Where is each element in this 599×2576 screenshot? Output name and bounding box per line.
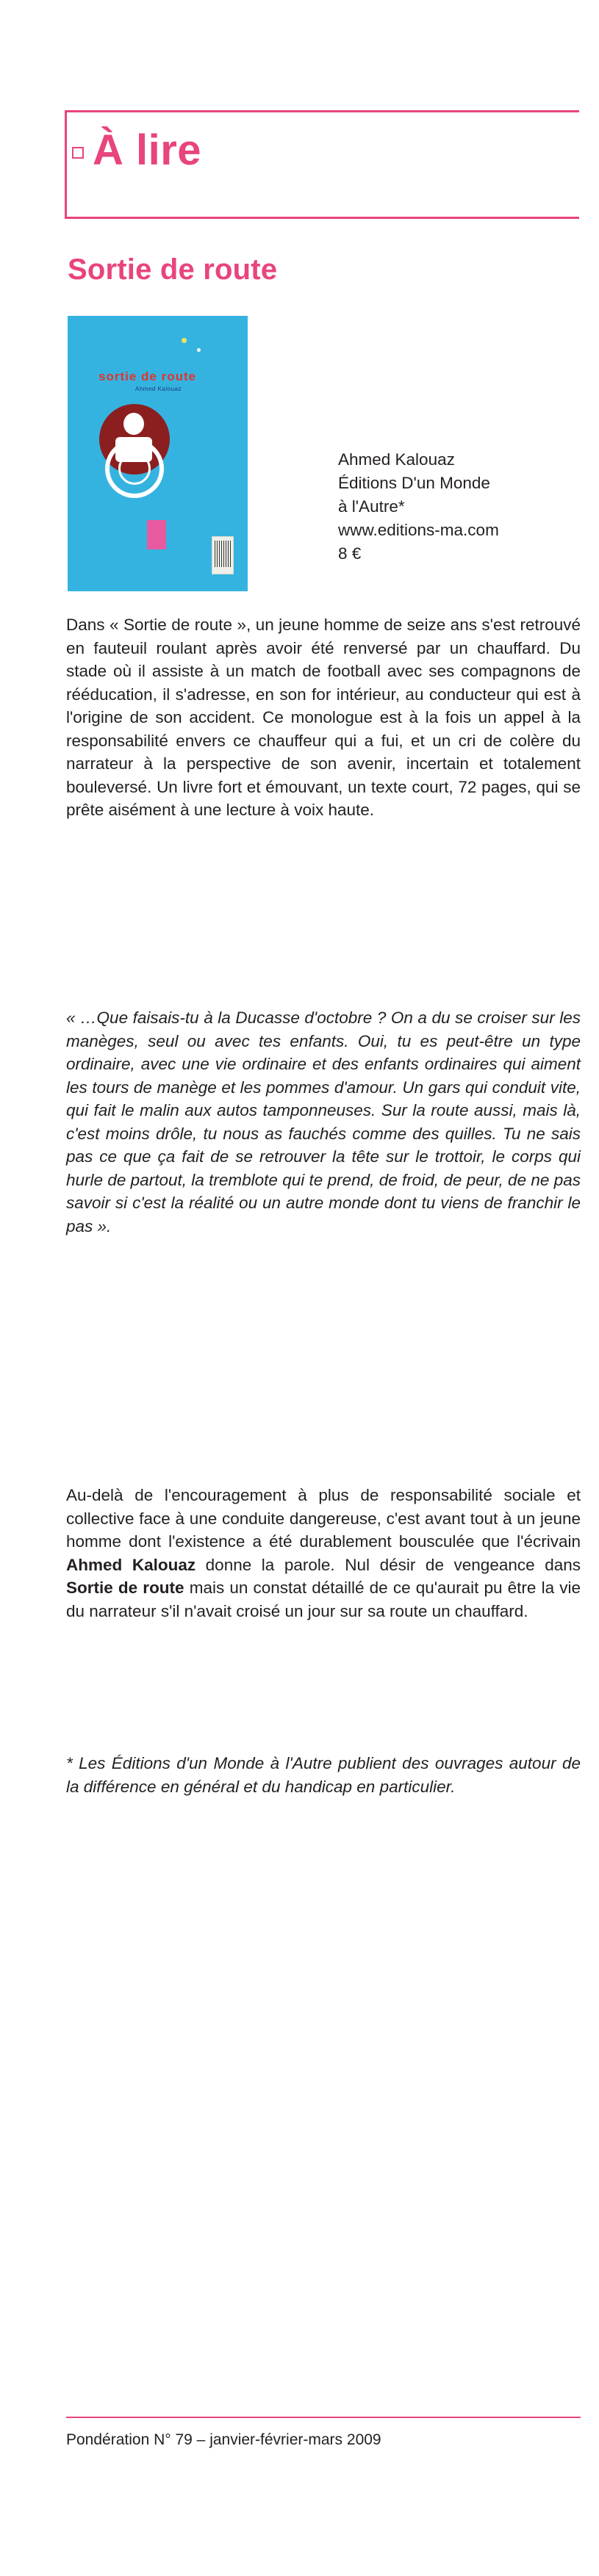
book-author: Ahmed Kalouaz [338, 450, 455, 469]
paragraph-3 [66, 1484, 581, 1623]
book-publisher-line2: à l'Autre* [338, 497, 405, 516]
paragraph-4-footnote: * Les Éditions d'un Monde à l'Autre publient des ouvrages autour de la différence en général et du handicap en particulier. [66, 1754, 581, 1796]
paragraph-block-3 [66, 1484, 581, 1623]
article-title: Sortie de route [68, 253, 278, 286]
cover-dot-yellow-icon [182, 338, 187, 343]
footer-rule [66, 2417, 581, 2418]
footer-text: Pondération N° 79 – janvier-février-mars 2009 [66, 2431, 381, 2448]
book-website[interactable]: www.editions-ma.com [338, 521, 499, 539]
section-title: À lire [93, 126, 202, 174]
paragraph-3-text-part2: donne la parole. Nul désir de vengeance dans [196, 1555, 581, 1574]
paragraph-block-4 [66, 1752, 581, 1798]
cover-author-text: Ahmed Kalouaz [135, 386, 182, 392]
paragraph-3-text-part3: mais un constat détaillé de ce qu'aurait pu être la vie du narrateur s'il n'avait croisé un jour sur sa route un chauffard. [66, 1579, 581, 1620]
cover-badge-icon [147, 520, 166, 549]
header-rule-left [65, 110, 67, 219]
book-cover-image [68, 316, 248, 591]
book-metadata [338, 448, 559, 566]
book-price: 8 € [338, 544, 362, 563]
cover-title-text: sortie de route [98, 369, 197, 383]
paragraph-2-quote: « …Que faisais-tu à la Ducasse d'octobre ? On a du se croiser sur les manèges, seul ou avec tes enfants. Oui, tu es peut-être un type ordinaire, avec une vie ordinaire et des enfants ordinaires qui aiment les tours de manège et les pommes d'amour. Un gars qui conduit vite, qui fait le malin aux autos tamponneuses. Sur la route aussi, mais là, c'est moins drôle, tu nous as fauchés comme des quilles. Tu ne sais pas ce que ça fait de se retrouver la tête sur le trottoir, le corps qui hurle de partout, la tremblote qui te prend, de froid, de peur, de ne pas savoir si c'est la réalité ou un autre monde dont tu viens de franchir le pas ». [66, 1009, 581, 1235]
cover-dot-white-icon [197, 348, 201, 352]
paragraph-3-text-part1: Au-delà de l'encouragement à plus de responsabilité sociale et collective face à une conduite dangereuse, c'est avant tout à un jeune homme dont l'existence a été durablement bousculée que l'écrivain [66, 1486, 581, 1551]
paragraph-3-author-bold: Ahmed Kalouaz [66, 1555, 196, 1574]
book-publisher: Éditions D'un Monde [338, 474, 490, 492]
paragraph-block-2 [66, 1006, 581, 1238]
square-outline-icon [72, 147, 84, 159]
paragraph-1: Dans « Sortie de route », un jeune homme de seize ans s'est retrouvé en fauteuil roulant après avoir été renversé par un chauffard. Du stade où il assiste à un match de football avec ses compagnons de rééducation, il s'adresse, en son for intérieur, au conducteur qui est à l'origine de son accident. Ce monologue est à la fois un appel à la responsabilité envers ce chauffeur qui a fui, et un cri de colère du narrateur à la perspective de son avenir, incertain et totalement bouleversé. Un livre fort et émouvant, un texte court, 72 pages, qui se prête aisément à une lecture à voix haute. [66, 616, 581, 819]
paragraph-block-1 [66, 613, 581, 822]
barcode-icon [212, 536, 234, 574]
wheelchair-figure-icon [99, 404, 171, 492]
paragraph-3-title-bold: Sortie de route [66, 1579, 184, 1597]
header-rule-top [65, 110, 579, 112]
header-rule-bottom [65, 217, 579, 219]
